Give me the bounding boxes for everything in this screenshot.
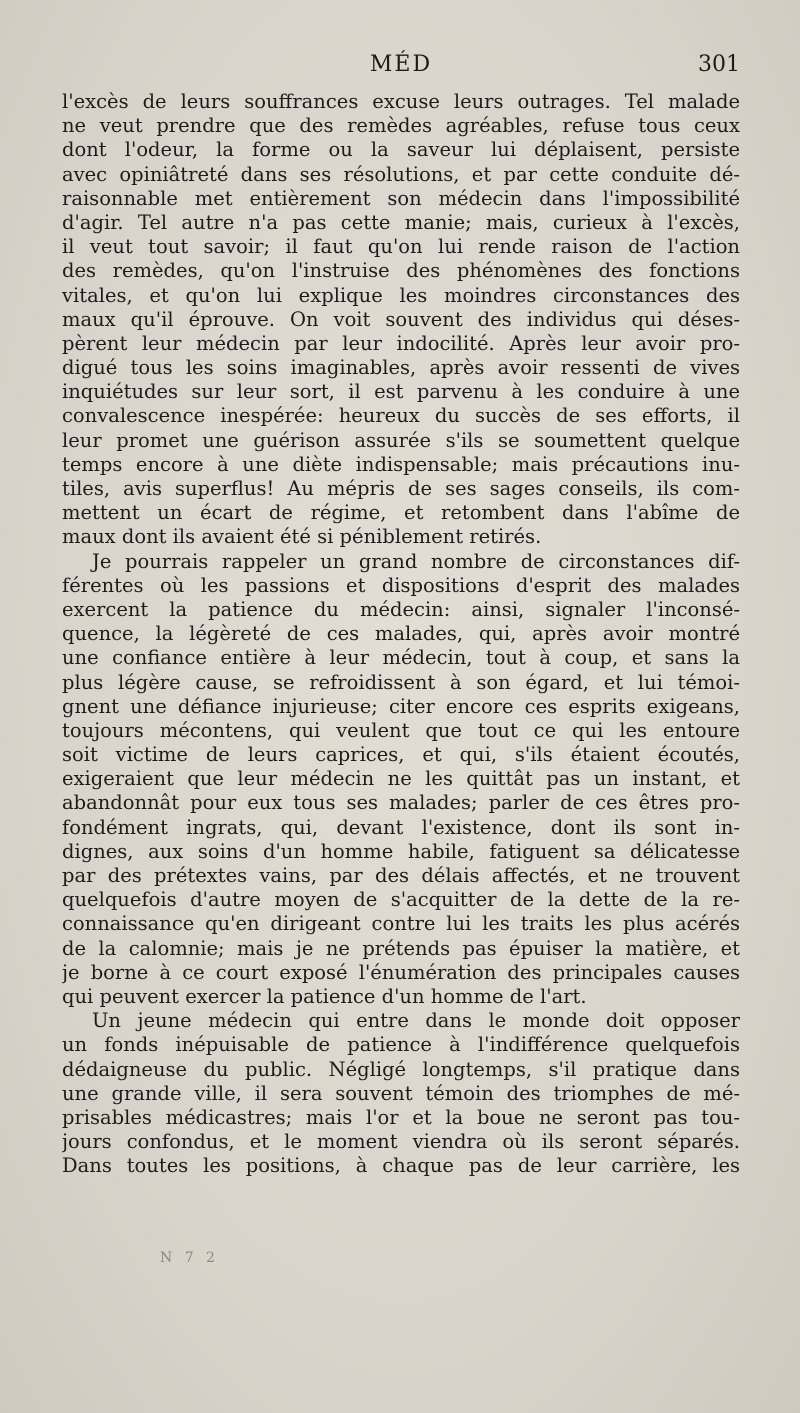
page-header [62,52,740,92]
text-line: digué tous les soins imaginables, après avoir ressenti de vives [62,356,740,380]
text-line: dédaigneuse du public. Négligé longtemps, s'il pratique dans [62,1057,740,1081]
text-line: inquiétudes sur leur sort, il est parvenu à les conduire à une [62,380,740,404]
text-line: une confiance entière à leur médecin, tout à coup, et sans la [62,646,740,670]
page-number: 301 [698,52,740,77]
text-line: avec opiniâtreté dans ses résolutions, et par cette conduite dé- [62,162,740,186]
paragraph-end-line: qui peuvent exercer la patience d'un homme de l'art. [62,984,587,1008]
text-line: dignes, aux soins d'un homme habile, fatiguent sa délicatesse [62,839,740,863]
text-line: vitales, et qu'on lui explique les moindres circonstances des [62,283,740,307]
text-line: il veut tout savoir; il faut qu'on lui rende raison de l'action [62,235,740,259]
text-line: un fonds inépuisable de patience à l'indifférence quelquefois [62,1033,740,1057]
text-line: convalescence inespérée: heureux du succès de ses efforts, il [62,404,740,428]
text-line: dont l'odeur, la forme ou la saveur lui déplaisent, persiste [62,138,740,162]
text-line: temps encore à une diète indispensable; mais précautions inu- [62,452,740,476]
text-line: ne veut prendre que des remèdes agréables, refuse tous ceux [62,114,740,138]
text-line: exigeraient que leur médecin ne les quittât pas un instant, et [62,767,740,791]
text-line: exercent la patience du médecin: ainsi, signaler l'inconsé- [62,597,740,621]
body-text [62,90,740,1178]
text-line: d'agir. Tel autre n'a pas cette manie; mais, curieux à l'excès, [62,210,740,234]
text-line: quence, la légèreté de ces malades, qui, après avoir montré [62,622,740,646]
text-line: prisables médicastres; mais l'or et la boue ne seront pas tou- [62,1105,740,1129]
text-line: tiles, avis superflus! Au mépris de ses sages conseils, ils com- [62,477,740,500]
text-line: leur promet une guérison assurée s'ils se soumettent quelque [62,428,740,452]
text-line: plus légère cause, se refroidissent à son égard, et lui témoi- [62,670,740,694]
paragraph-start-line: Je pourrais rappeler un grand nombre de circonstances dif- [92,549,740,573]
paragraph-end-line: maux dont ils avaient été si péniblement retirés. [62,525,542,549]
text-line: pèrent leur médecin par leur indocilité. Après leur avoir pro- [62,331,740,355]
text-line: Dans toutes les positions, à chaque pas de leur carrière, les [62,1154,740,1178]
text-line: de la calomnie; mais je ne prétends pas épuiser la matière, et [62,936,740,960]
text-line: abandonnât pour eux tous ses malades; parler de ces êtres pro- [62,791,740,815]
signature-mark: N 7 2 [160,1250,219,1266]
text-line: quelquefois d'autre moyen de s'acquitter de la dette de la re- [62,888,740,912]
text-line: raisonnable met entièrement son médecin dans l'impossibilité [62,186,740,210]
text-line: je borne à ce court exposé l'énumération des principales causes [62,960,740,984]
text-line: gnent une défiance injurieuse; citer encore ces esprits exigeans, [62,694,740,718]
paragraph-start-line: Un jeune médecin qui entre dans le monde doit opposer [92,1009,740,1033]
text-line: des remèdes, qu'on l'instruise des phénomènes des fonctions [62,259,740,283]
text-line: maux qu'il éprouve. On voit souvent des individus qui déses- [62,307,740,331]
text-line: soit victime de leurs caprices, et qui, s'ils étaient écoutés, [62,743,740,767]
text-line: connaissance qu'en dirigeant contre lui les traits les plus acérés [62,912,740,936]
running-head: MÉD [369,52,433,77]
text-line: une grande ville, il sera souvent témoin des triomphes de mé- [62,1081,740,1105]
text-line: férentes où les passions et dispositions d'esprit des malades [62,573,740,597]
text-line: mettent un écart de régime, et retombent dans l'abîme de [62,501,740,525]
text-line: jours confondus, et le moment viendra où ils seront séparés. [62,1130,740,1154]
text-line: par des prétextes vains, par des délais affectés, et ne trouvent [62,864,740,887]
text-line: toujours mécontens, qui veulent que tout ce qui les entoure [62,718,740,742]
text-line: fondément ingrats, qui, devant l'existence, dont ils sont in- [62,815,740,839]
text-line: l'excès de leurs souffrances excuse leurs outrages. Tel malade [62,90,740,113]
